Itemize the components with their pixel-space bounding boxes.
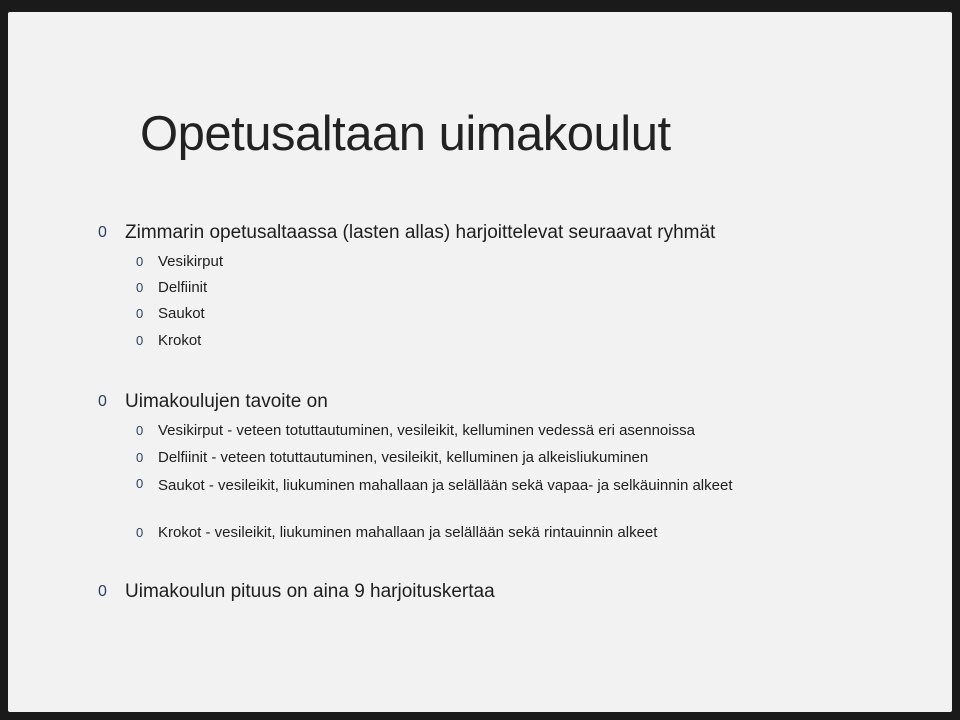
sub-bullet-goal — [136, 422, 695, 439]
sub-bullet-goal — [136, 449, 648, 466]
bullet-marker: 0 — [136, 333, 144, 348]
goal-text: Krokot - vesileikit, liukuminen mahallaan ja selällään sekä rintauinnin alkeet — [158, 524, 658, 541]
bullet-marker: 0 — [136, 306, 144, 321]
bullet-goals-intro — [98, 391, 328, 413]
bullet-marker: 0 — [98, 393, 107, 410]
goal-text: Delfiinit - veteen totuttautuminen, vesileikit, kelluminen ja alkeisliukuminen — [158, 449, 649, 466]
sub-bullet-group — [136, 279, 207, 296]
bullet-marker: 0 — [136, 525, 144, 540]
group-name: Saukot — [158, 305, 205, 322]
bullet-marker: 0 — [136, 254, 144, 269]
slide-title: Opetusaltaan uimakoulut — [140, 107, 671, 161]
goal-text: Saukot - vesileikit, liukuminen mahallaan ja selällään sekä vapaa- ja selkäuinnin alkeet — [158, 477, 733, 494]
bullet-marker: 0 — [98, 583, 107, 600]
goal-text: Vesikirput - veteen totuttautuminen, vesileikit, kelluminen vedessä eri asennoissa — [158, 422, 695, 439]
bullet-marker: 0 — [136, 423, 144, 438]
bullet-marker: 0 — [136, 280, 144, 295]
sub-bullet-goal — [136, 524, 657, 541]
sub-bullet-goal — [136, 475, 818, 496]
bullet-marker: 0 — [136, 450, 144, 465]
group-name: Krokot — [158, 332, 202, 349]
sub-bullet-group — [136, 305, 205, 322]
group-name: Vesikirput — [158, 253, 224, 270]
bullet-groups-intro — [98, 222, 715, 244]
group-name: Delfiinit — [158, 279, 208, 296]
bullet-text: Zimmarin opetusaltaassa (lasten allas) harjoittelevat seuraavat ryhmät — [125, 222, 716, 243]
bullet-text: Uimakoulujen tavoite on — [125, 391, 328, 412]
slide — [8, 12, 952, 712]
sub-bullet-group — [136, 332, 201, 349]
bullet-marker: 0 — [136, 476, 144, 491]
sub-bullet-group — [136, 253, 223, 270]
bullet-duration — [98, 581, 495, 603]
bullet-text: Uimakoulun pituus on aina 9 harjoituskertaa — [125, 581, 495, 602]
bullet-marker: 0 — [98, 224, 107, 241]
